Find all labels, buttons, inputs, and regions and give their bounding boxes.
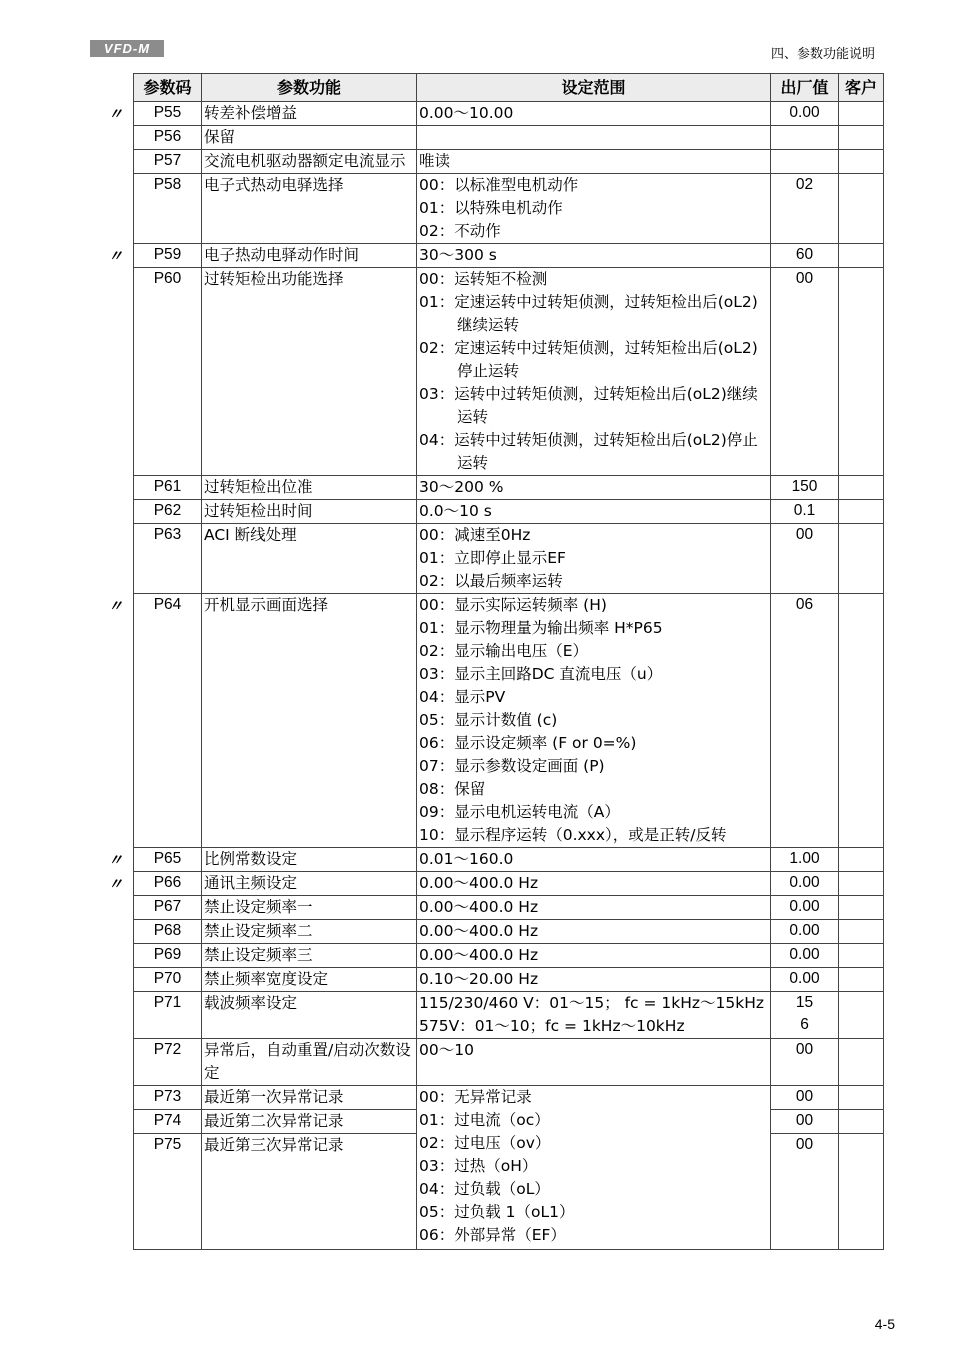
param-code: P70 [134, 968, 202, 992]
table-row [134, 1039, 884, 1086]
range-cell [417, 1039, 771, 1086]
param-function: 交流电机驱动器额定电流显示 [202, 150, 417, 174]
param-code: P55 [134, 102, 202, 126]
param-function: 电子热动电驿动作时间 [202, 244, 417, 268]
range-option: 05：过负载 1（oL1） [419, 1203, 575, 1221]
range-option: 0.01～160.0 [419, 850, 514, 868]
header-customer: 客户 [839, 74, 884, 102]
param-code: P62 [134, 500, 202, 524]
param-code: P66 [134, 872, 202, 896]
table-header-row [134, 74, 884, 102]
param-code: P71 [134, 992, 202, 1039]
param-customer [839, 1086, 884, 1110]
param-customer [839, 524, 884, 594]
param-function: 异常后，自动重置/启动次数设定 [202, 1039, 417, 1086]
range-option: 575V：01～10；fc = 1kHz～10kHz [419, 1017, 685, 1035]
table-row [134, 968, 884, 992]
range-option: 02：不动作 [419, 222, 501, 240]
param-default: 06 [771, 594, 839, 848]
table-row [134, 896, 884, 920]
param-code: P60 [134, 268, 202, 476]
table-row [134, 944, 884, 968]
range-cell [417, 968, 771, 992]
param-default: 00 [771, 1086, 839, 1110]
param-code: P74 [134, 1110, 202, 1134]
range-option: 0.0～10 s [419, 502, 492, 520]
param-customer [839, 872, 884, 896]
param-customer [839, 126, 884, 150]
param-code: P61 [134, 476, 202, 500]
range-option: 0.00～400.0 Hz [419, 946, 539, 964]
param-code: P58 [134, 174, 202, 244]
table-row [134, 476, 884, 500]
range-option: 00：无异常记录 [419, 1088, 532, 1106]
param-function: 禁止设定频率三 [202, 944, 417, 968]
param-function: 比例常数设定 [202, 848, 417, 872]
param-customer [839, 244, 884, 268]
table-row [134, 872, 884, 896]
range-option: 01：过电流（oc） [419, 1111, 550, 1129]
range-option: 30～200 % [419, 478, 504, 496]
param-default: 150 [771, 476, 839, 500]
runtime-mark-icon: 〃 [108, 875, 124, 893]
param-customer [839, 500, 884, 524]
param-default: 15 6 [771, 992, 839, 1039]
header-code: 参数码 [134, 74, 202, 102]
range-option: 04：过负载（oL） [419, 1180, 550, 1198]
param-default: 00 [771, 1134, 839, 1250]
param-default: 1.00 [771, 848, 839, 872]
range-option: 唯读 [419, 152, 451, 170]
param-customer [839, 1110, 884, 1134]
param-default: 0.1 [771, 500, 839, 524]
range-option: 01：显示物理量为输出频率 H*P65 [419, 619, 663, 637]
range-cell [417, 594, 771, 848]
param-function: 禁止设定频率一 [202, 896, 417, 920]
param-customer [839, 848, 884, 872]
param-customer [839, 476, 884, 500]
param-function: 载波频率设定 [202, 992, 417, 1039]
param-default [771, 150, 839, 174]
table-row [134, 594, 884, 848]
param-function: 转差补偿增益 [202, 102, 417, 126]
range-option: 02：显示输出电压（E） [419, 642, 589, 660]
range-option: 03：运转中过转矩侦测，过转矩检出后(oL2)继续运转 [419, 385, 758, 426]
range-cell [417, 174, 771, 244]
range-option: 06：外部异常（EF） [419, 1226, 566, 1244]
param-default: 60 [771, 244, 839, 268]
table-row [134, 992, 884, 1039]
param-customer [839, 920, 884, 944]
runtime-mark-icon: 〃 [108, 247, 124, 265]
param-code: P67 [134, 896, 202, 920]
param-function: 开机显示画面选择 [202, 594, 417, 848]
table-row [134, 150, 884, 174]
param-function: 过转矩检出位准 [202, 476, 417, 500]
range-cell [417, 150, 771, 174]
param-default: 00 [771, 1039, 839, 1086]
param-default: 0.00 [771, 872, 839, 896]
param-code: P59 [134, 244, 202, 268]
table-row [134, 500, 884, 524]
param-code: P75 [134, 1134, 202, 1250]
range-option: 00：运转矩不检测 [419, 270, 548, 288]
range-option: 06：显示设定频率 (F or 0=%) [419, 734, 637, 752]
param-default: 0.00 [771, 896, 839, 920]
param-function: 通讯主频设定 [202, 872, 417, 896]
param-customer [839, 594, 884, 848]
table-row [134, 174, 884, 244]
range-option: 08：保留 [419, 780, 486, 798]
param-code: P69 [134, 944, 202, 968]
range-cell [417, 920, 771, 944]
param-customer [839, 896, 884, 920]
param-code: P63 [134, 524, 202, 594]
table-row [134, 268, 884, 476]
range-option: 09：显示电机运转电流（A） [419, 803, 620, 821]
param-customer [839, 102, 884, 126]
range-cell [417, 102, 771, 126]
param-default: 00 [771, 524, 839, 594]
param-default: 0.00 [771, 102, 839, 126]
parameter-table [133, 73, 884, 1250]
range-cell [417, 848, 771, 872]
range-option: 0.00～400.0 Hz [419, 898, 539, 916]
param-code: P64 [134, 594, 202, 848]
range-option: 0.00～400.0 Hz [419, 922, 539, 940]
runtime-mark-icon: 〃 [108, 851, 124, 869]
range-option: 05：显示计数值 (c) [419, 711, 558, 729]
range-cell [417, 244, 771, 268]
param-customer [839, 150, 884, 174]
range-option: 07：显示参数设定画面 (P) [419, 757, 605, 775]
brand-logo: VFD-M [90, 40, 164, 57]
table-row [134, 126, 884, 150]
range-cell [417, 944, 771, 968]
range-cell [417, 872, 771, 896]
param-default: 02 [771, 174, 839, 244]
param-customer [839, 968, 884, 992]
table-row [134, 1086, 884, 1110]
param-code: P72 [134, 1039, 202, 1086]
table-row [134, 524, 884, 594]
param-default: 0.00 [771, 968, 839, 992]
range-option: 01：以特殊电机动作 [419, 199, 563, 217]
param-customer [839, 174, 884, 244]
param-customer [839, 992, 884, 1039]
range-option: 02：以最后频率运转 [419, 572, 563, 590]
range-option: 00：显示实际运转频率 (H) [419, 596, 607, 614]
range-option: 0.00～400.0 Hz [419, 874, 539, 892]
range-cell [417, 268, 771, 476]
range-option: 03：显示主回路DC 直流电压（u） [419, 665, 663, 683]
range-cell [417, 500, 771, 524]
range-cell [417, 992, 771, 1039]
param-customer [839, 268, 884, 476]
range-option: 03：过热（oH） [419, 1157, 538, 1175]
runtime-mark-icon: 〃 [108, 105, 124, 123]
param-function: 最近第二次异常记录 [202, 1110, 417, 1134]
param-function: 电子式热动电驿选择 [202, 174, 417, 244]
param-function: 最近第三次异常记录 [202, 1134, 417, 1250]
header-range: 设定范围 [417, 74, 771, 102]
param-default [771, 126, 839, 150]
range-option: 00：以标准型电机动作 [419, 176, 579, 194]
range-option: 0.10～20.00 Hz [419, 970, 539, 988]
param-default: 0.00 [771, 944, 839, 968]
range-option: 04：运转中过转矩侦测，过转矩检出后(oL2)停止运转 [419, 431, 758, 472]
param-function: 禁止设定频率二 [202, 920, 417, 944]
range-option: 00～10 [419, 1041, 474, 1059]
range-option: 30～300 s [419, 246, 497, 264]
param-code: P57 [134, 150, 202, 174]
runtime-mark-icon: 〃 [108, 597, 124, 615]
param-code: P56 [134, 126, 202, 150]
param-code: P65 [134, 848, 202, 872]
range-cell [417, 896, 771, 920]
param-function: ACI 断线处理 [202, 524, 417, 594]
header-default: 出厂值 [771, 74, 839, 102]
param-default: 0.00 [771, 920, 839, 944]
range-option: 0.00～10.00 [419, 104, 514, 122]
table-row [134, 102, 884, 126]
range-option: 01：立即停止显示EF [419, 549, 566, 567]
range-cell [417, 524, 771, 594]
param-function: 过转矩检出功能选择 [202, 268, 417, 476]
range-cell [417, 126, 771, 150]
range-option: 01：定速运转中过转矩侦测，过转矩检出后(oL2) 继续运转 [419, 293, 758, 334]
table-row [134, 848, 884, 872]
param-customer [839, 1134, 884, 1250]
range-option: 04：显示PV [419, 688, 506, 706]
page-number: 4-5 [874, 1316, 895, 1332]
param-code: P68 [134, 920, 202, 944]
range-option: 10：显示程序运转（0.xxx），或是正转/反转 [419, 826, 727, 844]
param-function: 保留 [202, 126, 417, 150]
range-cell [417, 1086, 771, 1250]
param-function: 过转矩检出时间 [202, 500, 417, 524]
param-default: 00 [771, 1110, 839, 1134]
range-cell [417, 476, 771, 500]
param-function: 禁止频率宽度设定 [202, 968, 417, 992]
param-customer [839, 944, 884, 968]
param-default: 00 [771, 268, 839, 476]
table-row [134, 920, 884, 944]
range-option: 00：减速至0Hz [419, 526, 531, 544]
param-function: 最近第一次异常记录 [202, 1086, 417, 1110]
param-customer [839, 1039, 884, 1086]
table-row [134, 244, 884, 268]
range-option: 02：定速运转中过转矩侦测，过转矩检出后(oL2) 停止运转 [419, 339, 758, 380]
section-title: 四、参数功能说明 [770, 47, 875, 62]
header-function: 参数功能 [202, 74, 417, 102]
range-option: 02：过电压（ov） [419, 1134, 551, 1152]
param-code: P73 [134, 1086, 202, 1110]
range-option: 115/230/460 V：01～15； fc = 1kHz～15kHz [419, 994, 765, 1012]
